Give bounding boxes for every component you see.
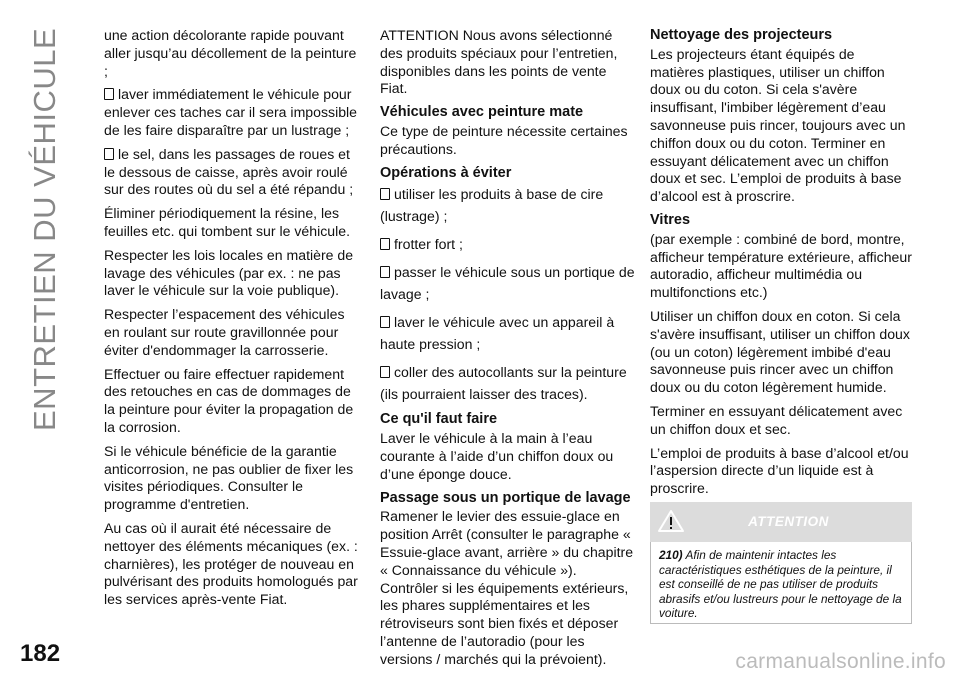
paragraph: Respecter les lois locales en matière de lavage des véhicules (par ex. : ne pas laver le véhicule sur la voie publique). <box>104 246 354 299</box>
warning-title: ATTENTION <box>748 514 829 529</box>
section-heading: Ce qu'il faut faire <box>380 411 498 428</box>
bullet-item: le sel, dans les passages de roues et le dessous de caisse, après avoir roulé sur des routes où du sel a été répandu ; <box>104 146 358 199</box>
bullet-item: utiliser les produits à base de cire (lustrage) ; <box>380 183 636 227</box>
paragraph: Ramener le levier des essuie-glace en position Arrêt (consulter le paragraphe « Essuie-glace avant, arrière » du chapitre « Connaissance du véhicule »). Contrôler si les équipements extérieurs, les phares supplémentaires et les rétroviseurs sont bien fixés et déposer l’antenne de l’autoradio (pour les versions / marchés qui la prévoient). <box>380 508 634 667</box>
paragraph: Utiliser un chiffon doux en coton. Si cela s'avère insuffisant, utiliser un chiffon doux (ou un coton) légèrement imbibé d'eau savonneuse puis rincer avec un chiffon doux ou du coton légèrement humide. <box>650 307 910 396</box>
warning-text: Afin de maintenir intactes les caractéristiques esthétiques de la peinture, il est conseillé de ne pas utiliser de produits abrasifs et/ou lustreurs pour le nettoyage de la voiture. <box>659 548 902 620</box>
paragraph: ATTENTION Nous avons sélectionné des produits spéciaux pour l’entretien, disponibles dans les points de vente Fiat. <box>380 27 618 97</box>
paragraph: Effectuer ou faire effectuer rapidement des retouches en cas de dommages de la peinture pour éviter la propagation de la corrosion. <box>104 365 354 435</box>
watermark: carmanualsonline.info <box>735 650 946 673</box>
paragraph: Les projecteurs étant équipés de matières plastiques, utiliser un chiffon doux ou du coton. Si cela s'avère insuffisant, l'imbiber légèrement d’eau savonneuse puis rincer, toujours avec un chiffon doux ou du coton. Terminer en essuyant délicatement avec un chiffon doux et sec. L’emploi de produits à base d’alcool est à proscrire. <box>650 45 906 205</box>
section-heading: Opérations à éviter <box>380 164 512 181</box>
paragraph: Respecter l’espacement des véhicules en roulant sur route gravillonnée pour éviter d'endommager la carrosserie. <box>104 306 345 358</box>
column-2 <box>380 27 636 675</box>
section-heading: Nettoyage des projecteurs <box>650 27 833 43</box>
warning-box <box>650 502 912 632</box>
bullet-item: laver immédiatement le véhicule pour enlever ces taches car il sera impossible de les faire disparaître par un lustrage ; <box>104 86 358 138</box>
paragraph: Ce type de peinture nécessite certaines précautions. <box>380 122 628 157</box>
bullet-item: passer le véhicule sous un portique de lavage ; <box>380 261 636 305</box>
paragraph: Éliminer périodiquement la résine, les feuilles etc. qui tombent sur le véhicule. <box>104 205 350 239</box>
section-heading: Véhicules avec peinture mate <box>380 104 584 121</box>
paragraph: une action décolorante rapide pouvant aller jusqu’au décollement de la peinture ; <box>104 27 357 79</box>
paragraph: Terminer en essuyant délicatement avec un chiffon doux et sec. <box>650 402 903 437</box>
paragraph: (par exemple : combiné de bord, montre, afficheur température extérieure, afficheur autoradio, afficheur multimédia ou multifonctions etc.) <box>650 230 912 301</box>
paragraph: Au cas où il aurait été nécessaire de nettoyer des éléments mécaniques (ex. : charnières), les protéger de nouveau en pulvérisant des produits homologués par les services après-vente Fiat. <box>104 519 358 608</box>
bullet-item: coller des autocollants sur la peinture (ils pourraient laisser des traces). <box>380 361 636 405</box>
paragraph: Laver le véhicule à la main à l’eau courante à l’aide d’un chiffon doux ou d’une éponge douce. <box>380 430 614 482</box>
section-heading: Passage sous un portique de lavage <box>380 489 631 506</box>
warning-header <box>650 502 912 542</box>
warning-ref: 210) <box>659 548 683 562</box>
page-number: 182 <box>20 640 61 667</box>
section-heading: Vitres <box>650 211 691 228</box>
warning-triangle-icon <box>657 509 685 533</box>
paragraph: L’emploi de produits à base d’alcool et/ou l’aspersion directe d’un liquide est à proscrire. <box>650 444 909 497</box>
column-1 <box>104 27 358 615</box>
bullet-item: frotter fort ; <box>380 233 636 255</box>
warning-body <box>650 542 912 624</box>
paragraph: Si le véhicule bénéficie de la garantie anticorrosion, ne pas oublier de fixer les visites périodiques. Consulter le programme d'entretien. <box>104 442 354 513</box>
column-3 <box>650 27 912 504</box>
chapter-side-title: ENTRETIEN DU VÉHICULE <box>27 28 62 432</box>
bullet-item: laver le véhicule avec un appareil à haute pression ; <box>380 311 636 355</box>
